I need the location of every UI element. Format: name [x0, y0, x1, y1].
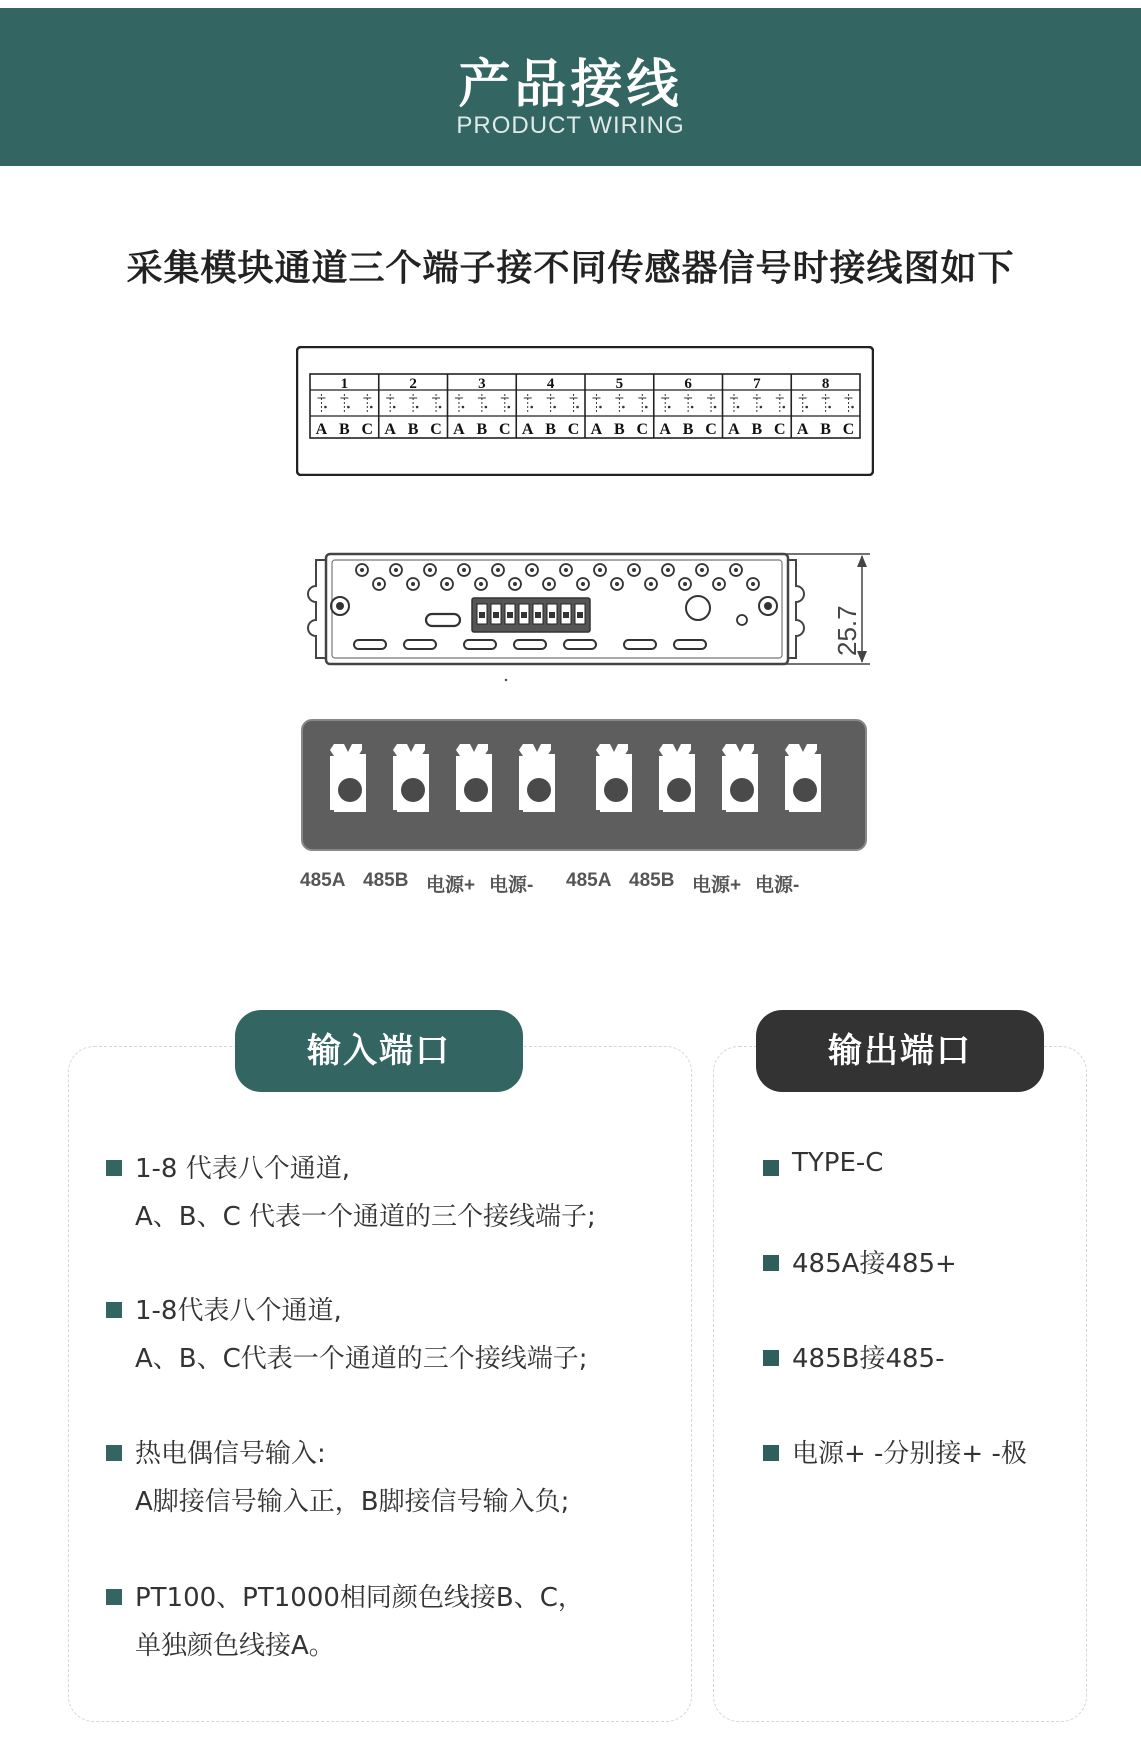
input-port-title: 输入端口: [235, 1010, 523, 1092]
output-item-text: 485A接485+: [792, 1249, 957, 1279]
input-item-line1: 1-8 代表八个通道,: [135, 1154, 350, 1184]
terminal-port: [785, 744, 821, 812]
square-bullet-icon: [763, 1445, 779, 1461]
pin-label: B: [545, 421, 556, 438]
pin-label: A: [384, 421, 396, 438]
pin-label: A: [728, 421, 740, 438]
terminal-port: [519, 744, 555, 812]
input-item-line1: PT100、PT1000相同颜色线接B、C，: [135, 1583, 584, 1613]
output-port-card: [713, 1046, 1087, 1722]
square-bullet-icon: [106, 1302, 122, 1318]
square-bullet-icon: [106, 1445, 122, 1461]
output-port-title: 输出端口: [756, 1010, 1044, 1092]
banner-subtitle: PRODUCT WIRING: [456, 112, 685, 139]
section-heading: 采集模块通道三个端子接不同传感器信号时接线图如下: [126, 248, 1015, 289]
terminal-port: [659, 744, 695, 812]
pin-label: A: [453, 421, 465, 438]
output-item-text: 电源+ -分别接+ -极: [792, 1439, 1027, 1469]
pin-label: B: [407, 421, 419, 438]
terminal-port: [393, 744, 429, 812]
input-item-line1: 热电偶信号输入:: [135, 1439, 326, 1469]
port-caption: 485B: [629, 870, 675, 891]
pin-label: B: [339, 421, 350, 438]
terminal-port: [330, 744, 366, 812]
input-item-line2: A、B、C 代表一个通道的三个接线端子;: [135, 1202, 596, 1232]
channel-number-label: 7: [753, 376, 761, 392]
header-banner: [0, 8, 1141, 166]
channel-number-label: 5: [615, 376, 624, 392]
banner-title: 产品接线: [458, 55, 683, 115]
front-port-view: [300, 718, 868, 852]
port-caption: 485A: [566, 870, 612, 891]
output-item-text: 485B接485-: [792, 1344, 945, 1374]
pin-label: A: [796, 421, 809, 438]
pin-label: C: [636, 421, 649, 438]
input-item-line1: 1-8代表八个通道,: [135, 1296, 342, 1326]
pin-label: C: [430, 421, 442, 438]
pin-label: C: [499, 421, 511, 438]
pin-label: A: [315, 421, 328, 438]
square-bullet-icon: [763, 1160, 779, 1176]
square-bullet-icon: [763, 1350, 779, 1366]
pin-label: A: [521, 421, 534, 438]
input-item-line2: A、B、C代表一个通道的三个接线端子;: [135, 1344, 588, 1374]
pin-label: B: [682, 421, 694, 438]
port-caption: 电源+: [692, 875, 742, 896]
port-caption-row: [300, 870, 870, 900]
input-item-line2: 单独颜色线接A。: [135, 1631, 335, 1661]
port-caption: 电源-: [489, 875, 534, 896]
module-side-view: [296, 546, 876, 688]
channel-number-label: 6: [684, 376, 692, 392]
dimension-label: 25.7: [832, 605, 862, 656]
terminal-port: [722, 744, 758, 812]
pin-label: B: [614, 421, 625, 438]
port-caption: 485A: [300, 870, 346, 891]
pin-label: C: [567, 421, 580, 438]
channel-number-label: 1: [340, 376, 349, 392]
channel-number-label: 8: [821, 376, 830, 392]
terminal-port: [456, 744, 492, 812]
pin-label: B: [476, 421, 488, 438]
channel-number-label: 2: [409, 376, 417, 392]
channel-number-label: 4: [546, 376, 555, 392]
pin-label: B: [820, 421, 831, 438]
input-item-line2: A脚接信号输入正，B脚接信号输入负;: [135, 1487, 570, 1517]
port-caption: 电源+: [426, 875, 476, 896]
output-item-text: TYPE-C: [792, 1148, 884, 1178]
pin-label: C: [842, 421, 855, 438]
pin-label: A: [590, 421, 603, 438]
square-bullet-icon: [106, 1589, 122, 1605]
square-bullet-icon: [106, 1160, 122, 1176]
pin-label: C: [361, 421, 374, 438]
channel-number-label: 3: [478, 376, 486, 392]
pin-label: C: [774, 421, 786, 438]
port-caption: 485B: [363, 870, 409, 891]
pin-label: A: [659, 421, 671, 438]
port-caption: 电源-: [755, 875, 800, 896]
pin-label: B: [751, 421, 763, 438]
terminal-strip-diagram: [296, 346, 874, 476]
pin-label: C: [705, 421, 717, 438]
square-bullet-icon: [763, 1255, 779, 1271]
terminal-port: [596, 744, 632, 812]
